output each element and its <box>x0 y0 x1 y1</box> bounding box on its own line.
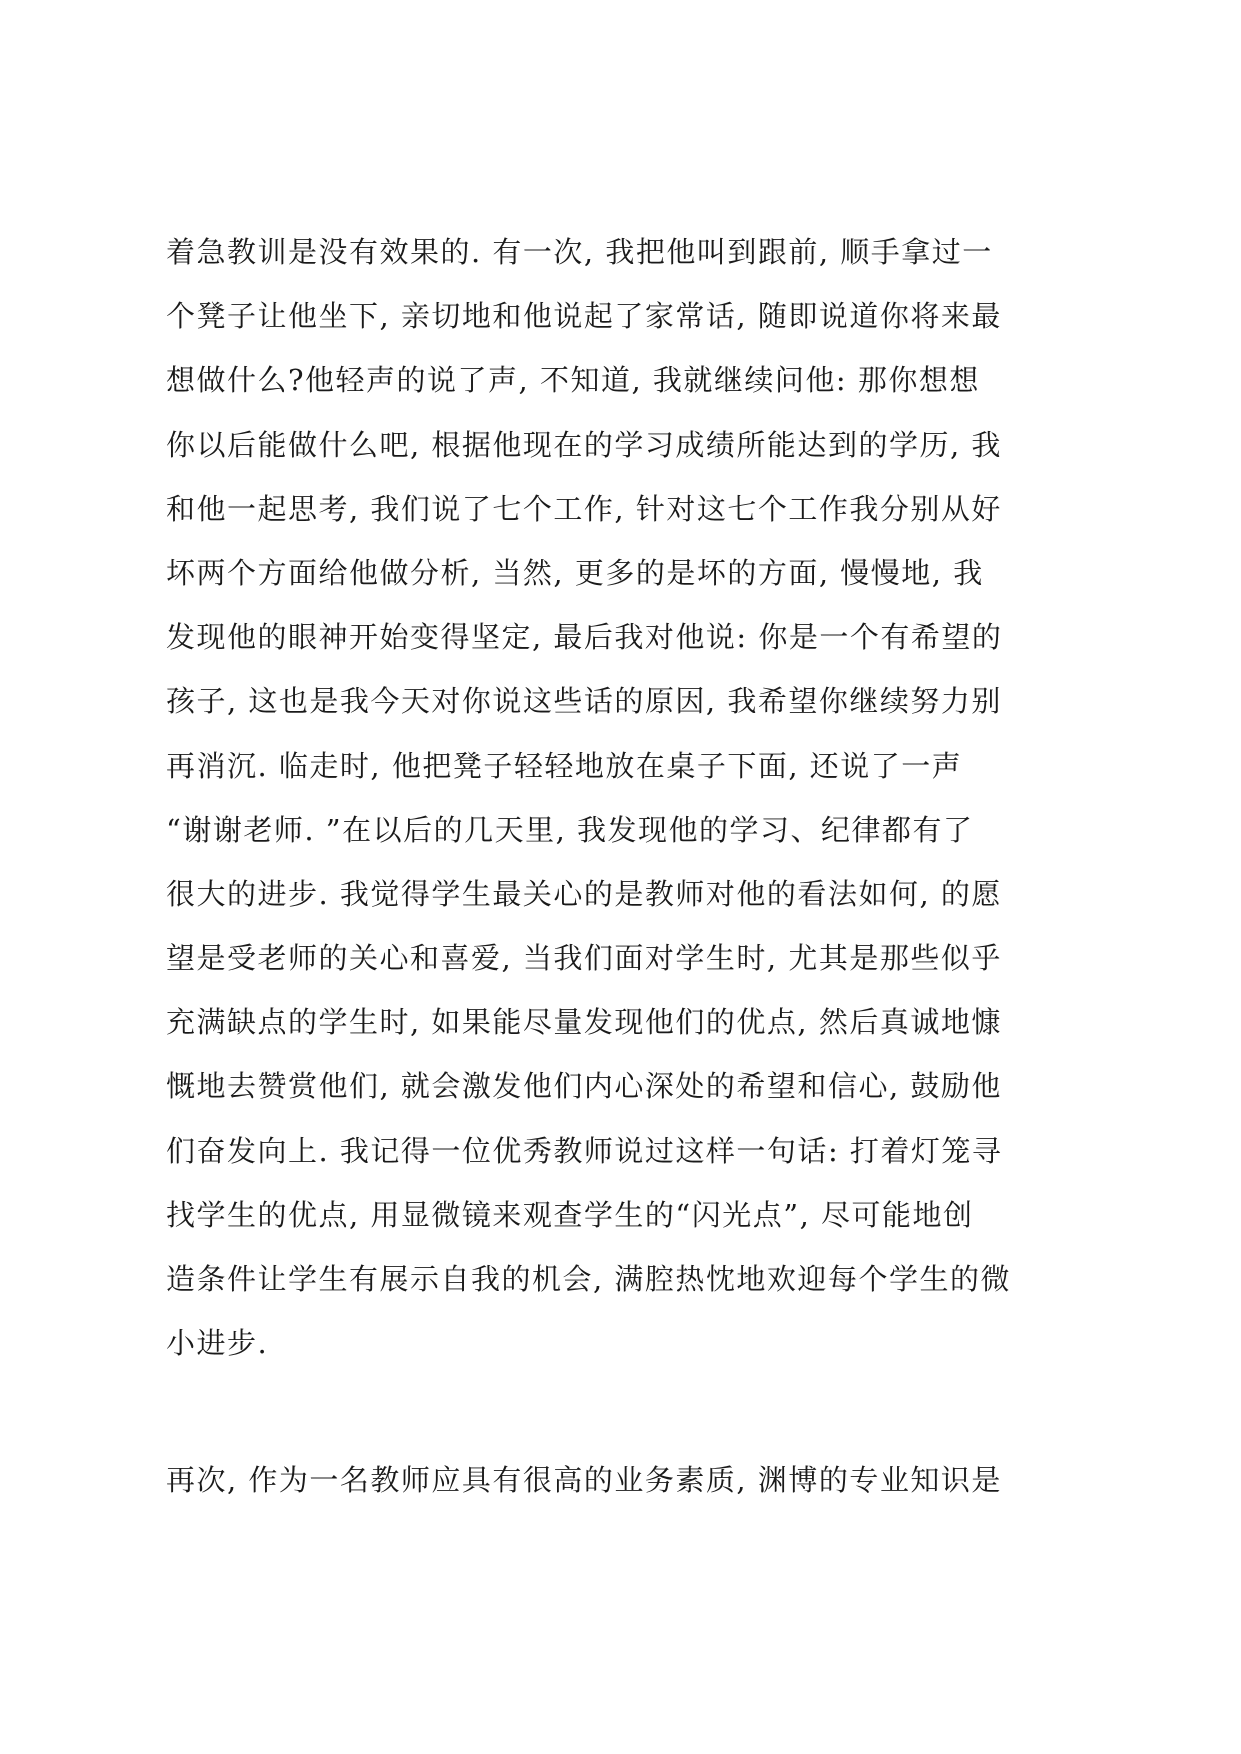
text-line: 再次, 作为一名教师应具有很高的业务素质, 渊博的专业知识是 <box>166 1463 1002 1497</box>
paragraph <box>166 220 1096 1375</box>
text-line: 小进步. <box>166 1326 269 1361</box>
text-line: 们奋发向上. 我记得一位优秀教师说过这样一句话: 打着灯笼寻 <box>166 1133 1003 1168</box>
text-line: 造条件让学生有展示自我的机会, 满腔热忱地欢迎每个学生的微 <box>166 1262 1011 1296</box>
text-line: 很大的进步. 我觉得学生最关心的是教师对他的看法如何, 的愿 <box>166 876 1002 911</box>
text-line: 坏两个方面给他做分析, 当然, 更多的是坏的方面, 慢慢地, 我 <box>166 555 984 590</box>
text-line: 充满缺点的学生时, 如果能尽量发现他们的优点, 然后真诚地慷 <box>166 1005 1002 1040</box>
text-line: 着急教训是没有效果的. 有一次, 我把他叫到跟前, 顺手拿过一 <box>166 235 993 269</box>
text-line: 和他一起思考, 我们说了七个工作, 针对这七个工作我分别从好 <box>166 491 1002 526</box>
text-line: 发现他的眼神开始变得坚定, 最后我对他说: 你是一个有希望的 <box>166 620 1003 655</box>
text-line: 再消沉. 临走时, 他把凳子轻轻地放在桌子下面, 还说了一声 <box>166 748 963 783</box>
text-line: 慨地去赞赏他们, 就会激发他们内心深处的希望和信心, 鼓励他 <box>166 1069 1002 1104</box>
text-line: 想做什么?他轻声的说了声, 不知道, 我就继续问他: 那你想想 <box>166 363 980 398</box>
text-line: 你以后能做什么吧, 根据他现在的学习成绩所能达到的学历, 我 <box>166 427 1002 462</box>
text-line: 孩子, 这也是我今天对你说这些话的原因, 我希望你继续努力别 <box>166 684 1002 719</box>
paragraph <box>166 1448 1096 1512</box>
text-line: 找学生的优点, 用显微镜来观查学生的“闪光点”, 尽可能地创 <box>166 1197 974 1232</box>
text-line: 望是受老师的关心和喜爱, 当我们面对学生时, 尤其是那些似乎 <box>166 941 1002 976</box>
text-line: 个凳子让他坐下, 亲切地和他说起了家常话, 随即说道你将来最 <box>166 299 1002 334</box>
text-line: “谢谢老师. ”在以后的几天里, 我发现他的学习、纪律都有了 <box>166 812 974 847</box>
